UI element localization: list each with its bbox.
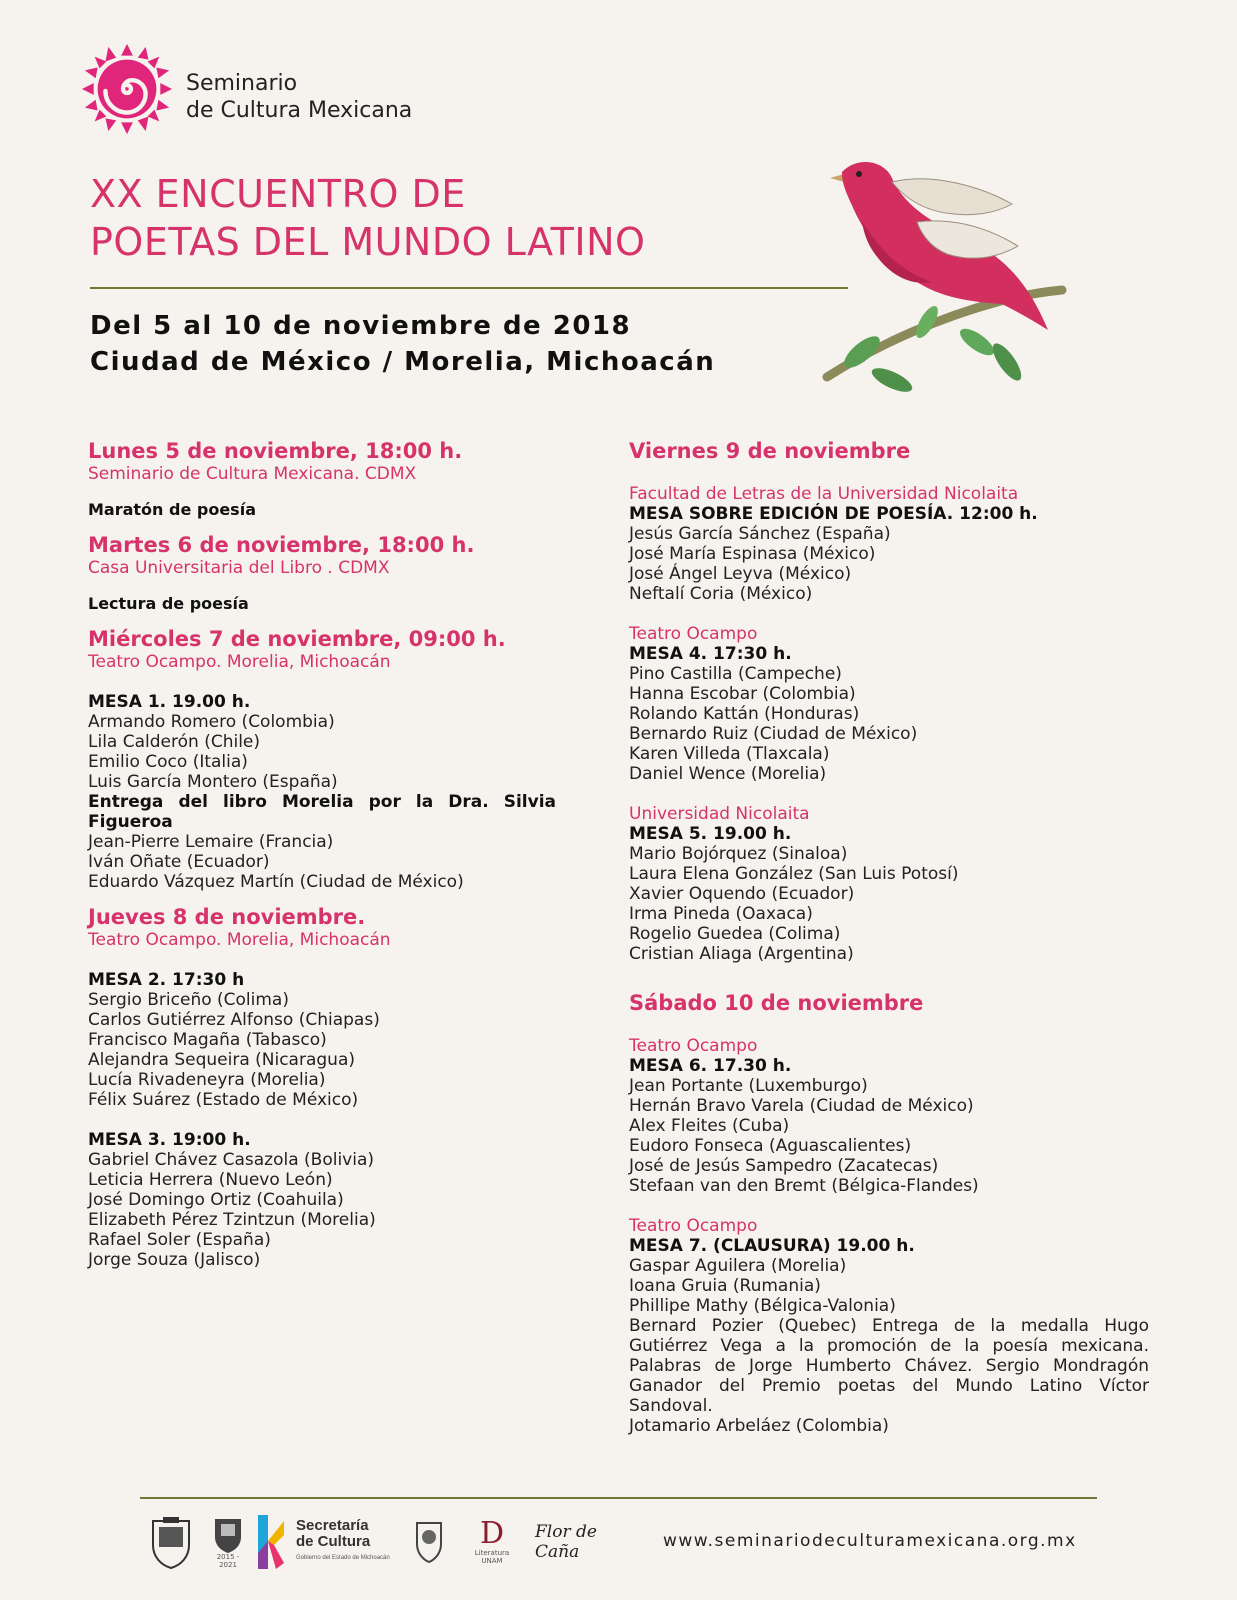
secretaria-line1: Secretaría <box>296 1517 369 1534</box>
venue: Teatro Ocampo. Morelia, Michoacán <box>88 930 391 950</box>
poet-name: Félix Suárez (Estado de México) <box>88 1090 359 1110</box>
secretaria-sub: Gobierno del Estado de Michoacán <box>296 1555 390 1561</box>
years-label: 2015 - 2021 <box>216 1553 240 1569</box>
event-dates <box>90 308 715 380</box>
header-divider <box>90 287 848 289</box>
unam-crest-icon <box>412 1512 446 1572</box>
activity: Lectura de poesía <box>88 594 249 613</box>
mesa-title: MESA SOBRE EDICIÓN DE POESÍA. 12:00 h. <box>629 504 1038 524</box>
closing-paragraph: Bernard Pozier (Quebec) Entrega de la medalla Hugo Gutiérrez Vega a la promoción de la poesía mexicana. Palabras de Jorge Humberto Chávez. Sergio Mondragón Ganador del Premio poetas del Mundo Latino Víctor Sandoval. <box>629 1316 1149 1416</box>
secretaria-k-icon <box>254 1512 288 1572</box>
poet-name: Pino Castilla (Campeche) <box>629 664 842 684</box>
poet-name: Alex Fleites (Cuba) <box>629 1116 790 1136</box>
poet-name: Jorge Souza (Jalisco) <box>88 1250 261 1270</box>
mesa-title: MESA 1. 19.00 h. <box>88 692 251 712</box>
mesa-title: MESA 2. 17:30 h <box>88 970 245 990</box>
venue: Universidad Nicolaita <box>629 804 810 824</box>
poet-name: Stefaan van den Bremt (Bélgica-Flandes) <box>629 1176 979 1196</box>
poet-name: Rogelio Guedea (Colima) <box>629 924 841 944</box>
morelia-shield-icon <box>210 1512 246 1572</box>
mesa-title: MESA 4. 17:30 h. <box>629 644 792 664</box>
poet-name: Sergio Briceño (Colima) <box>88 990 289 1010</box>
poet-name: José María Espinasa (México) <box>629 544 876 564</box>
venue: Teatro Ocampo <box>629 1216 758 1236</box>
poet-name: José Domingo Ortiz (Coahuila) <box>88 1190 344 1210</box>
venue: Teatro Ocampo <box>629 1036 758 1056</box>
poet-name: José Ángel Leyva (México) <box>629 564 852 584</box>
venue: Facultad de Letras de la Universidad Nicolaita <box>629 484 1019 504</box>
poet-name: Luis García Montero (España) <box>88 772 338 792</box>
poet-name: Jean-Pierre Lemaire (Francia) <box>88 832 334 852</box>
poet-name: Laura Elena González (San Luis Potosí) <box>629 864 959 884</box>
day-heading: Lunes 5 de noviembre, 18:00 h. <box>88 439 463 463</box>
poet-name: Ioana Gruia (Rumania) <box>629 1276 821 1296</box>
poet-name: Phillipe Mathy (Bélgica-Valonia) <box>629 1296 896 1316</box>
mesa-title: MESA 3. 19:00 h. <box>88 1130 251 1150</box>
secretaria-line2: de Cultura <box>296 1533 371 1550</box>
title-line1: XX ENCUENTRO DE <box>90 172 466 216</box>
day-heading: Miércoles 7 de noviembre, 09:00 h. <box>88 627 506 651</box>
poet-name: José de Jesús Sampedro (Zacatecas) <box>629 1156 939 1176</box>
poet-name: Lila Calderón (Chile) <box>88 732 261 752</box>
poet-name: Karen Villeda (Tlaxcala) <box>629 744 830 764</box>
ron-flor-de-cana-logo <box>535 1512 627 1572</box>
poet-name: Irma Pineda (Oaxaca) <box>629 904 813 924</box>
poet-name: Francisco Magaña (Tabasco) <box>88 1030 327 1050</box>
poet-name: Emilio Coco (Italia) <box>88 752 248 772</box>
mesa-title: MESA 7. (CLAUSURA) 19.00 h. <box>629 1236 915 1256</box>
poet-name: Mario Bojórquez (Sinaloa) <box>629 844 848 864</box>
bird-illustration-icon <box>822 152 1072 414</box>
day-heading: Martes 6 de noviembre, 18:00 h. <box>88 533 475 557</box>
venue: Casa Universitaria del Libro . CDMX <box>88 558 390 578</box>
venue: Teatro Ocampo. Morelia, Michoacán <box>88 652 391 672</box>
poet-name: Hernán Bravo Varela (Ciudad de México) <box>629 1096 974 1116</box>
poet-name: Xavier Oquendo (Ecuador) <box>629 884 855 904</box>
unam-label: Literatura UNAM <box>474 1549 510 1565</box>
day-heading: Jueves 8 de noviembre. <box>88 905 366 929</box>
mesa-title: MESA 6. 17.30 h. <box>629 1056 792 1076</box>
page-title <box>90 170 645 266</box>
literatura-d-icon: D <box>479 1516 505 1551</box>
org-name <box>186 70 412 124</box>
poet-name: Armando Romero (Colombia) <box>88 712 335 732</box>
dates-line2: Ciudad de México / Morelia, Michoacán <box>90 347 716 377</box>
poet-name: Bernardo Ruiz (Ciudad de México) <box>629 724 918 744</box>
poet-name: Jesús García Sánchez (España) <box>629 524 891 544</box>
poet-name: Jean Portante (Luxemburgo) <box>629 1076 868 1096</box>
literatura-unam-logo <box>472 1512 512 1572</box>
poet-name: Alejandra Sequeira (Nicaragua) <box>88 1050 355 1070</box>
poet-name: Carlos Gutiérrez Alfonso (Chiapas) <box>88 1010 380 1030</box>
poet-name: Eduardo Vázquez Martín (Ciudad de México) <box>88 872 464 892</box>
poet-name: Leticia Herrera (Nuevo León) <box>88 1170 333 1190</box>
venue: Teatro Ocampo <box>629 624 758 644</box>
poet-name: Rolando Kattán (Honduras) <box>629 704 860 724</box>
mesa-title: MESA 5. 19.00 h. <box>629 824 792 844</box>
poet-name: Gaspar Aguilera (Morelia) <box>629 1256 847 1276</box>
venue: Seminario de Cultura Mexicana. CDMX <box>88 464 417 484</box>
poet-name: Elizabeth Pérez Tzintzun (Morelia) <box>88 1210 376 1230</box>
schedule-right-column <box>629 438 1149 1436</box>
day-heading: Viernes 9 de noviembre <box>629 439 911 463</box>
website-url[interactable]: www.seminariodeculturamexicana.org.mx <box>663 1531 1077 1551</box>
poet-name: Rafael Soler (España) <box>88 1230 271 1250</box>
poet-name: Gabriel Chávez Casazola (Bolivia) <box>88 1150 374 1170</box>
poet-name: Jotamario Arbeláez (Colombia) <box>629 1416 889 1436</box>
org-name-line1: Seminario <box>186 71 298 96</box>
day-heading: Sábado 10 de noviembre <box>629 991 924 1015</box>
activity: Maratón de poesía <box>88 500 256 519</box>
title-line2: POETAS DEL MUNDO LATINO <box>90 220 646 264</box>
poet-name: Daniel Wence (Morelia) <box>629 764 827 784</box>
poet-name: Neftalí Coria (México) <box>629 584 813 604</box>
seminario-logo-icon <box>78 40 176 138</box>
michoacan-shield-icon <box>148 1512 194 1572</box>
org-name-line2: de Cultura Mexicana <box>186 98 413 123</box>
footer-divider <box>140 1497 1097 1499</box>
poet-name: Lucía Rivadeneyra (Morelia) <box>88 1070 326 1090</box>
poet-name: Cristian Aliaga (Argentina) <box>629 944 854 964</box>
poet-name: Hanna Escobar (Colombia) <box>629 684 856 704</box>
schedule-left-column <box>88 438 556 1270</box>
mesa-note: Entrega del libro Morelia por la Dra. Silvia Figueroa <box>88 792 556 832</box>
dates-line1: Del 5 al 10 de noviembre de 2018 <box>90 311 632 341</box>
ron-label: Flor de Caña <box>535 1522 597 1562</box>
poet-name: Iván Oñate (Ecuador) <box>88 852 270 872</box>
secretaria-cultura-logo <box>296 1512 411 1572</box>
poet-name: Eudoro Fonseca (Aguascalientes) <box>629 1136 912 1156</box>
